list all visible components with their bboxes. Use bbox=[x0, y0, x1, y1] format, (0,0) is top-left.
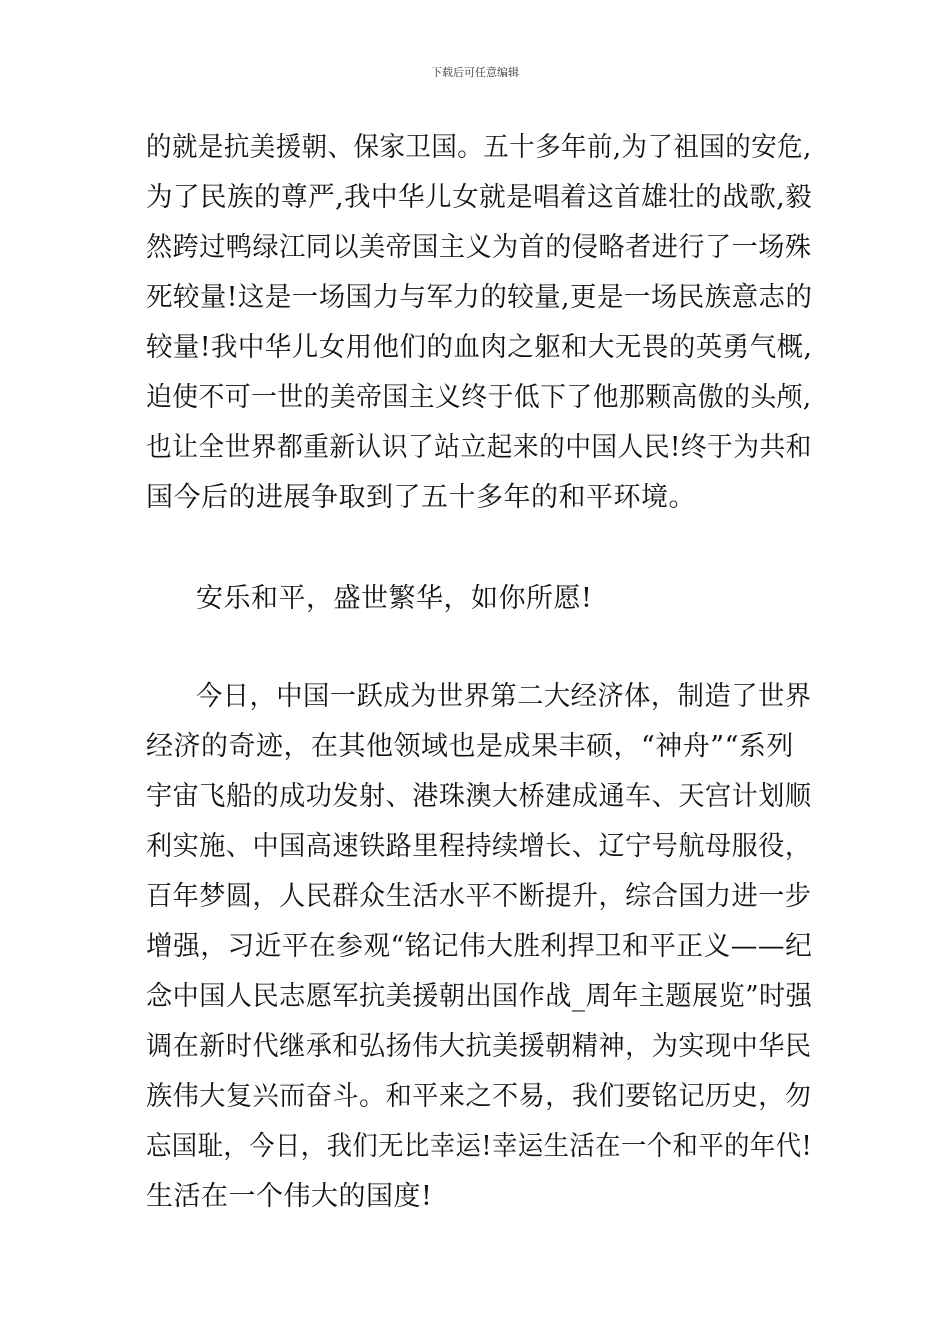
text-line: 较量!我中华儿女用他们的血肉之躯和大无畏的英勇气概, bbox=[146, 332, 813, 363]
text-line: 经济的奇迹，在其他领域也是成果丰硕，“神舟”“系列 bbox=[146, 731, 794, 762]
text-line: 死较量!这是一场国力与军力的较量,更是一场民族意志的 bbox=[146, 282, 813, 313]
text-line: 利实施、中国高速铁路里程持续增长、辽宁号航母服役， bbox=[146, 831, 812, 862]
text-line: 宇宙飞船的成功发射、港珠澳大桥建成通车、天宫计划顺 bbox=[146, 781, 812, 812]
text-line: 调在新时代继承和弘扬伟大抗美援朝精神，为实现中华民 bbox=[146, 1031, 812, 1062]
text-line: 增强，习近平在参观“铭记伟大胜利捍卫和平正义——纪 bbox=[146, 931, 813, 962]
text-line: 国今后的进展争取到了五十多年的和平环境。 bbox=[146, 482, 696, 513]
text-line: 忘国耻，今日，我们无比幸运!幸运生活在一个和平的年代! bbox=[146, 1131, 813, 1162]
text-line: 族伟大复兴而奋斗。和平来之不易，我们要铭记历史，勿 bbox=[146, 1081, 812, 1112]
text-line: 百年梦圆，人民群众生活水平不断提升，综合国力进一步 bbox=[146, 881, 812, 912]
page-header: 下载后可任意编辑 bbox=[431, 66, 519, 79]
text-line: 念中国人民志愿军抗美援朝出国作战_周年主题展览”时强 bbox=[146, 981, 813, 1012]
text-line: 生活在一个伟大的国度! bbox=[146, 1181, 433, 1212]
text-line: 的就是抗美援朝、保家卫国。五十多年前,为了祖国的安危, bbox=[146, 132, 812, 163]
text-line: 然跨过鸭绿江同以美帝国主义为首的侵略者进行了一场殊 bbox=[146, 232, 812, 263]
text-line: 迫使不可一世的美帝国主义终于低下了他那颗高傲的头颅, bbox=[146, 382, 812, 413]
text-line: 今日，中国一跃成为世界第二大经济体，制造了世界 bbox=[196, 681, 812, 712]
text-line: 也让全世界都重新认识了站立起来的中国人民!终于为共和 bbox=[146, 432, 812, 463]
text-line: 安乐和平，盛世繁华，如你所愿! bbox=[196, 583, 593, 614]
text-line: 为了民族的尊严,我中华儿女就是唱着这首雄壮的战歌,毅 bbox=[146, 182, 813, 213]
